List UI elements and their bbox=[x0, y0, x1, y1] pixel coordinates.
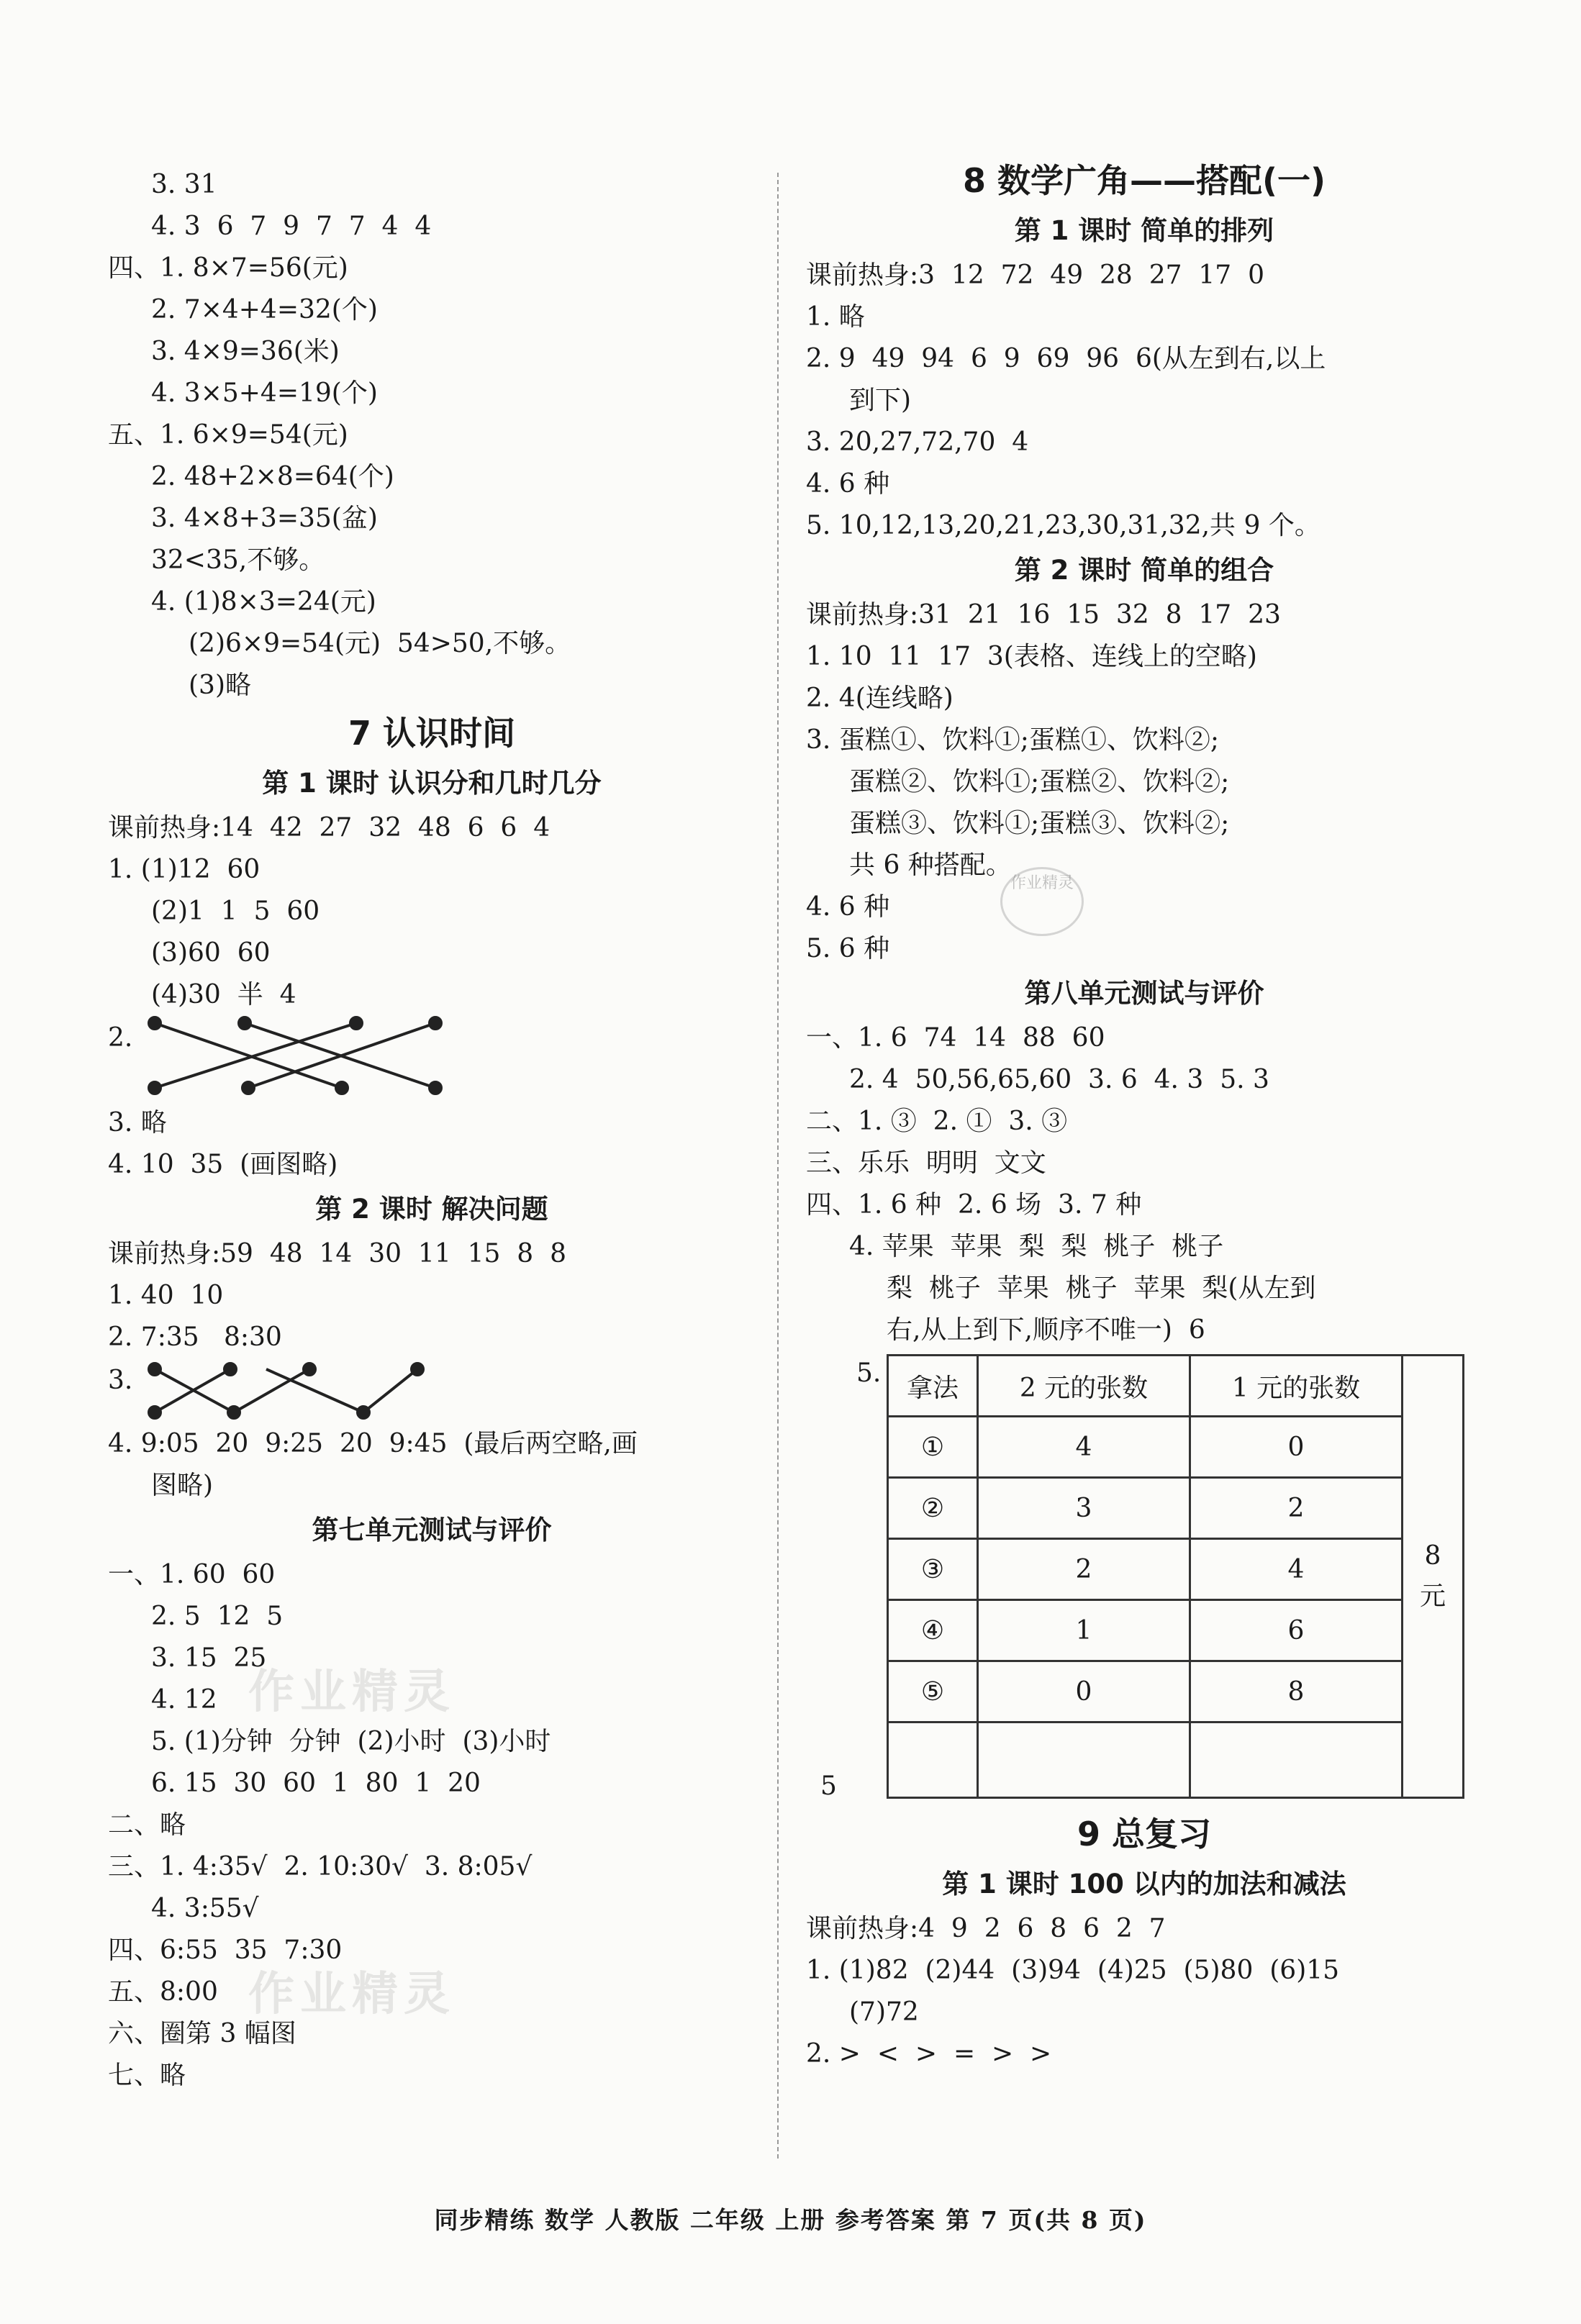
answer-line: 3. 略 bbox=[108, 1108, 167, 1138]
unit8-lesson2-lines bbox=[806, 594, 1482, 970]
answer-line: 2. 7:35 8:30 bbox=[108, 1322, 282, 1352]
answer-line: 1. 略 bbox=[806, 302, 865, 332]
answer-line: 二、1. ③ 2. ① 3. ③ bbox=[806, 1107, 1068, 1136]
table-header-cell: 1 元的张数 bbox=[1190, 1356, 1403, 1417]
answer-line: 二、略 bbox=[108, 1810, 186, 1840]
answer-line: 4. 3×5+4=19(个) bbox=[151, 378, 378, 408]
answer-line: 4. 12 bbox=[151, 1685, 217, 1715]
answer-line: 4. 9:05 20 9:25 20 9:45 (最后两空略,画 bbox=[108, 1429, 638, 1458]
unit7-lesson1-lines-after bbox=[108, 1102, 756, 1186]
unit9-lesson1-lines bbox=[806, 1908, 1482, 2075]
answer-line: 梨 桃子 苹果 桃子 苹果 梨(从左到 bbox=[887, 1274, 1316, 1303]
answer-line: 6. 15 30 60 1 80 1 20 bbox=[151, 1769, 481, 1798]
answer-line: 七、略 bbox=[108, 2061, 186, 2090]
unit8-test-title: 第八单元测试与评价 bbox=[1024, 978, 1264, 1009]
answer-line: 四、1. 8×7=56(元) bbox=[108, 253, 348, 283]
answer-line: 课前热身:4 9 2 6 8 6 2 7 bbox=[806, 1914, 1166, 1943]
table-cell: 3 bbox=[978, 1478, 1190, 1539]
answer-line: 4. 苹果 苹果 梨 梨 桃子 桃子 bbox=[849, 1232, 1224, 1261]
table-cell bbox=[1190, 1722, 1403, 1798]
table-header-row bbox=[888, 1356, 1464, 1417]
table-cell: 0 bbox=[978, 1661, 1190, 1722]
table-row bbox=[888, 1417, 1464, 1478]
table-row bbox=[888, 1539, 1464, 1600]
answer-line: 课前热身:31 21 16 15 32 8 17 23 bbox=[806, 600, 1281, 630]
unit7-title: 7 认识时间 bbox=[348, 714, 516, 753]
answer-line: 1. 10 11 17 3(表格、连线上的空略) bbox=[806, 642, 1257, 671]
answer-line: 1. (1)12 60 bbox=[108, 855, 261, 884]
matching-lines bbox=[148, 1016, 522, 1102]
watermark: 作业精灵 bbox=[248, 1666, 456, 1719]
table-cell: ② bbox=[888, 1478, 978, 1539]
table-cell: 4 bbox=[978, 1417, 1190, 1478]
question-label: 5. bbox=[856, 1358, 882, 1388]
answer-line: 1. (1)82 (2)44 (3)94 (4)25 (5)80 (6)15 bbox=[806, 1956, 1340, 1985]
answer-line: 3. 15 25 bbox=[151, 1643, 267, 1673]
answer-line: 2. 48+2×8=64(个) bbox=[151, 462, 394, 491]
answer-line: 四、6:55 35 7:30 bbox=[108, 1935, 343, 1965]
answer-line: 蛋糕②、饮料①;蛋糕②、饮料②; bbox=[849, 767, 1230, 796]
answer-line: 图略) bbox=[151, 1471, 214, 1500]
question-label: 3. bbox=[108, 1366, 133, 1395]
answer-line: 2. 4 50,56,65,60 3. 6 4. 3 5. 3 bbox=[849, 1065, 1269, 1094]
answer-line: 5. 10,12,13,20,21,23,30,31,32,共 9 个。 bbox=[806, 511, 1320, 540]
answer-line: (2)6×9=54(元) 54>50,不够。 bbox=[189, 629, 571, 658]
answer-line: 2. > < > = > > bbox=[806, 2039, 1052, 2069]
unit7-test-lines bbox=[108, 1554, 756, 2097]
answer-line: 2. 5 12 5 bbox=[151, 1602, 284, 1631]
matching-lines bbox=[148, 1358, 522, 1423]
answer-line: 课前热身:59 48 14 30 11 15 8 8 bbox=[108, 1239, 566, 1268]
unit7-test-title: 第七单元测试与评价 bbox=[312, 1515, 552, 1545]
unit8-lesson2-title: 第 2 课时 简单的组合 bbox=[1014, 555, 1274, 586]
answer-line: 四、1. 6 种 2. 6 场 3. 7 种 bbox=[806, 1190, 1142, 1220]
answer-line: 共 6 种搭配。 bbox=[849, 850, 1012, 880]
combination-table-block bbox=[806, 1351, 1482, 1783]
answer-line: 4. 3 6 7 9 7 7 4 4 bbox=[151, 212, 432, 241]
table-row bbox=[888, 1722, 1464, 1798]
stamp: 作业精灵 bbox=[1000, 867, 1084, 936]
table-cell: 0 bbox=[1190, 1417, 1403, 1478]
unit7-lesson2-lines-after bbox=[108, 1423, 756, 1507]
table-cell: ③ bbox=[888, 1539, 978, 1600]
unit8-lesson1-title: 第 1 课时 简单的排列 bbox=[1014, 215, 1274, 246]
answer-line: 右,从上到下,顺序不唯一) 6 bbox=[887, 1315, 1205, 1345]
answer-line: 3. 蛋糕①、饮料①;蛋糕①、饮料②; bbox=[806, 725, 1220, 755]
answer-line: 4. (1)8×3=24(元) bbox=[151, 587, 376, 617]
table-cell: 2 bbox=[1190, 1478, 1403, 1539]
answer-line: (4)30 半 4 bbox=[151, 980, 296, 1009]
answer-line: 蛋糕③、饮料①;蛋糕③、饮料②; bbox=[849, 809, 1230, 838]
unit9-title: 9 总复习 bbox=[1077, 1815, 1212, 1853]
table-cell: ④ bbox=[888, 1600, 978, 1661]
table-cell bbox=[888, 1722, 978, 1798]
matching-figure-2 bbox=[108, 1358, 756, 1423]
answer-line: 三、乐乐 明明 文文 bbox=[806, 1148, 1046, 1178]
table-header-cell: 2 元的张数 bbox=[978, 1356, 1190, 1417]
combination-table bbox=[887, 1354, 1464, 1799]
answer-line: 4. 3:55√ bbox=[151, 1894, 259, 1923]
answer-line: 32<35,不够。 bbox=[151, 545, 325, 575]
answer-line: 2. 4(连线略) bbox=[806, 684, 953, 713]
unit7-lesson2-lines bbox=[108, 1233, 756, 1358]
answer-line: 2. 9 49 94 6 9 69 96 6(从左到右,以上 bbox=[806, 344, 1326, 373]
unit8-title: 8 数学广角——搭配(一) bbox=[962, 161, 1326, 200]
unit7-lesson1-lines bbox=[108, 807, 756, 1016]
answer-line: 五、8:00 bbox=[108, 1977, 218, 2007]
table-cell: 1 bbox=[978, 1600, 1190, 1661]
table-side-cell: 8 元 bbox=[1403, 1356, 1464, 1798]
table-cell: 8 bbox=[1190, 1661, 1403, 1722]
table-cell: ⑤ bbox=[888, 1661, 978, 1722]
answer-line: 3. 31 bbox=[151, 170, 217, 199]
answer-line: 5. (1)分钟 分钟 (2)小时 (3)小时 bbox=[151, 1727, 551, 1756]
answer-line: (3)60 60 bbox=[151, 938, 271, 968]
table-cell: 2 bbox=[978, 1539, 1190, 1600]
page-footer: 同步精练 数学 人教版 二年级 上册 参考答案 第 7 页(共 8 页) bbox=[434, 2206, 1147, 2234]
answer-line: 3. 20,27,72,70 4 bbox=[806, 427, 1029, 457]
table-cell bbox=[978, 1722, 1190, 1798]
table-cell: 4 bbox=[1190, 1539, 1403, 1600]
matching-figure-1 bbox=[108, 1016, 756, 1102]
answer-line: 五、1. 6×9=54(元) bbox=[108, 420, 348, 450]
unit8-lesson1-lines bbox=[806, 255, 1482, 547]
answer-line: (3)略 bbox=[189, 671, 251, 700]
question-label: 2. bbox=[108, 1023, 133, 1053]
left-column bbox=[108, 164, 756, 2097]
answer-line: 4. 6 种 bbox=[806, 469, 890, 499]
watermark: 作业精灵 bbox=[248, 1968, 456, 2021]
table-cell: 6 bbox=[1190, 1600, 1403, 1661]
answer-line: 2. 7×4+4=32(个) bbox=[151, 295, 378, 324]
table-row bbox=[888, 1478, 1464, 1539]
answer-line: (7)72 bbox=[849, 1997, 919, 2027]
answer-line: 3. 4×9=36(米) bbox=[151, 337, 340, 366]
answer-line: 1. 40 10 bbox=[108, 1281, 224, 1310]
table-header-cell: 拿法 bbox=[888, 1356, 978, 1417]
answer-line: 一、1. 60 60 bbox=[108, 1560, 276, 1589]
unit7-lesson2-title: 第 2 课时 解决问题 bbox=[315, 1194, 548, 1225]
answer-line: 4. 10 35 (画图略) bbox=[108, 1150, 338, 1179]
answer-line: 5. 6 种 bbox=[806, 934, 890, 963]
table-row bbox=[888, 1600, 1464, 1661]
unit7-lesson1-title: 第 1 课时 认识分和几时几分 bbox=[262, 768, 602, 799]
left-top-lines bbox=[108, 164, 756, 707]
unit9-lesson1-title: 第 1 课时 100 以内的加法和减法 bbox=[942, 1869, 1346, 1899]
after-table-answer: 5 bbox=[820, 1771, 837, 1801]
answer-line: 课前热身:14 42 27 32 48 6 6 4 bbox=[108, 813, 551, 843]
table-row bbox=[888, 1661, 1464, 1722]
answer-line: 六、圈第 3 幅图 bbox=[108, 2019, 296, 2048]
answer-line: 4. 6 种 bbox=[806, 892, 890, 922]
table-cell: ① bbox=[888, 1417, 978, 1478]
unit8-test-lines bbox=[806, 1017, 1482, 1351]
answer-line: 课前热身:3 12 72 49 28 27 17 0 bbox=[806, 260, 1264, 290]
answer-line: 一、1. 6 74 14 88 60 bbox=[806, 1023, 1105, 1053]
answer-line: (2)1 1 5 60 bbox=[151, 897, 320, 926]
right-column bbox=[806, 161, 1482, 2075]
answer-line: 三、1. 4:35√ 2. 10:30√ 3. 8:05√ bbox=[108, 1852, 533, 1882]
column-divider bbox=[777, 173, 779, 2159]
answer-line: 到下) bbox=[849, 386, 912, 415]
answer-line: 3. 4×8+3=35(盆) bbox=[151, 504, 378, 533]
